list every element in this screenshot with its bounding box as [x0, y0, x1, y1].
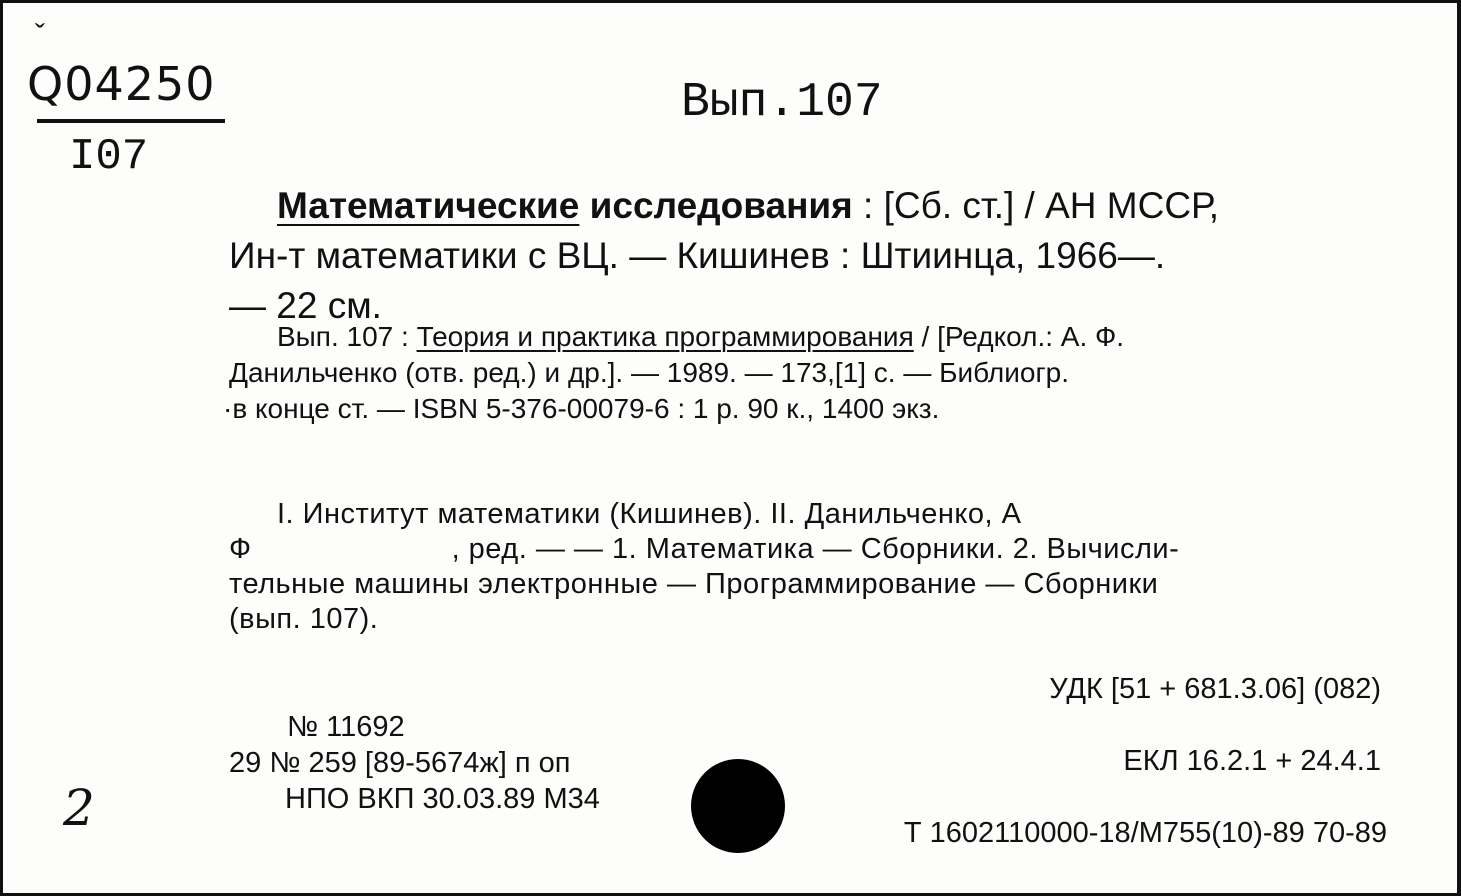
issue-volume: Вып. 107 :	[277, 321, 417, 352]
punch-hole	[691, 759, 785, 853]
main-entry-line-3: — 22 см.	[229, 285, 382, 326]
shelfmark-divider	[37, 119, 225, 123]
added-entries-line-1: I. Институт математики (Кишинев). II. Данильченко, А	[277, 498, 1022, 530]
producer-line: НПО ВКП 30.03.89 М34	[285, 783, 600, 815]
title-rest: исследования	[579, 185, 853, 226]
issue-editors: / [Редкол.: А. Ф.	[913, 321, 1125, 352]
check-mark: ˇ	[35, 19, 45, 52]
udc-code: УДК [51 + 681.3.06] (082)	[1049, 673, 1381, 705]
main-entry	[229, 181, 1395, 331]
t-code: Т 1602110000-18/М755(10)-89 70-89	[903, 817, 1387, 849]
main-entry-line-1	[229, 181, 1395, 231]
issue-title: Теория и практика программирования	[416, 321, 914, 352]
issue-entry	[223, 319, 1395, 427]
shelfmark-volume: I07	[69, 132, 149, 182]
title-first-word: Математические	[277, 185, 580, 226]
added-subjects: , ред. — — 1. Математика — Сборники. 2. Вычисли-	[451, 533, 1180, 565]
added-initial: Ф	[229, 533, 252, 565]
issue-entry-line-3: ·в конце ст. — ISBN 5-376-00079-6 : 1 р. 90 к., 1400 экз.	[223, 393, 940, 424]
handwritten-mark: 2	[63, 779, 95, 837]
shelfmark-code: Q04250	[27, 57, 216, 111]
issue-entry-line-1	[229, 319, 1395, 355]
added-entries-line-2	[229, 532, 1395, 567]
issue-number-heading: Вып.107	[681, 76, 883, 130]
ekl-code: ЕКЛ 16.2.1 + 24.4.1	[1123, 745, 1381, 777]
added-entries-line-3: тельные машины электронные — Программирование — Сборники	[229, 568, 1159, 600]
card-number: № 11692	[287, 711, 405, 743]
added-entries-line-4: (вып. 107).	[229, 603, 379, 635]
added-entries	[229, 497, 1395, 637]
issue-entry-line-2: Данильченко (отв. ред.) и др.]. — 1989. — 173,[1] с. — Библиогр.	[229, 357, 1070, 388]
main-entry-line-2: Ин-т математики с ВЦ. — Кишинев : Штиинца, 1966—.	[229, 235, 1166, 276]
order-number: 29 № 259 [89-5674ж] п оп	[229, 747, 571, 779]
title-responsibility: : [Сб. ст.] / АН МССР,	[852, 185, 1220, 226]
